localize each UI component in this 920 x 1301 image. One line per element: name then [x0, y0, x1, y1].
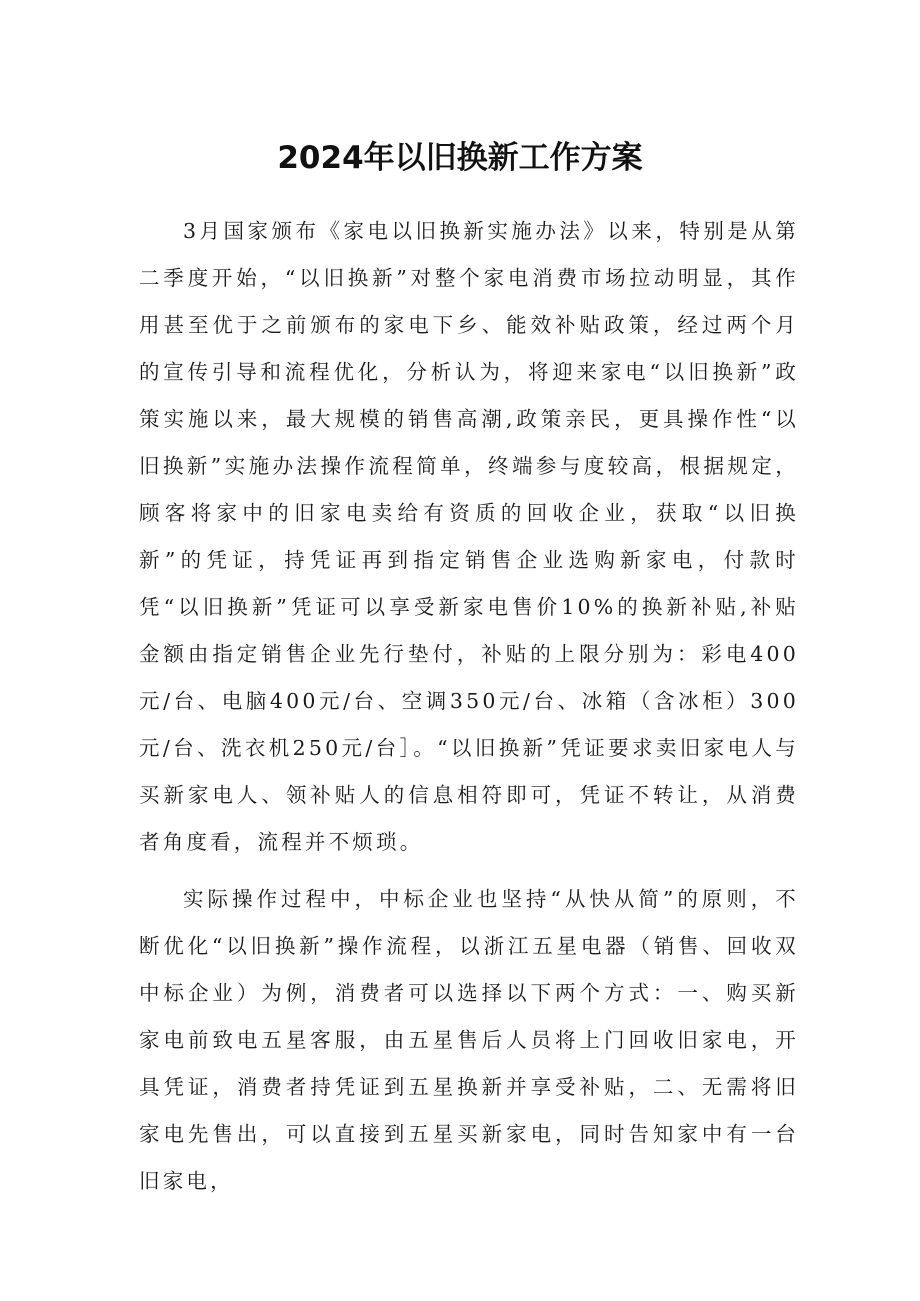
paragraph-1: 3月国家颁布《家电以旧换新实施办法》以来，特别是从第二季度开始，“以旧换新”对整个家电消费市场拉动明显，其作用甚至优于之前颁布的家电下乡、能效补贴政策，经过两个月的宣传引导和流程优化，分析认为，将迎来家电“以旧换新”政策实施以来，最大规模的销售高潮,政策亲民，更具操作性“以旧换新”实施办法操作流程简单，终端参与度较高，根据规定，顾客将家中的旧家电卖给有资质的回收企业，获取“以旧换新”的凭证，持凭证再到指定销售企业选购新家电，付款时凭“以旧换新”凭证可以享受新家电售价10%的换新补贴,补贴金额由指定销售企业先行垫付，补贴的上限分别为：彩电400元/台、电脑400元/台、空调350元/台、冰箱（含冰柜）300元/台、洗衣机250元/台］。“以旧换新”凭证要求卖旧家电人与买新家电人、领补贴人的信息相符即可，凭证不转让，从消费者角度看，流程并不烦琐。 [139, 219, 799, 854]
document-title: 2024年以旧换新工作方案 [277, 139, 643, 176]
paragraph-2: 实际操作过程中，中标企业也坚持“从快从简”的原则，不断优化“以旧换新”操作流程，以浙江五星电器（销售、回收双中标企业）为例，消费者可以选择以下两个方式：一、购买新家电前致电五星客服，由五星售后人员将上门回收旧家电，开具凭证，消费者持凭证到五星换新并享受补贴，二、无需将旧家电先售出，可以直接到五星买新家电，同时告知家中有一台旧家电， [139, 887, 799, 1193]
document-body [139, 208, 799, 1205]
